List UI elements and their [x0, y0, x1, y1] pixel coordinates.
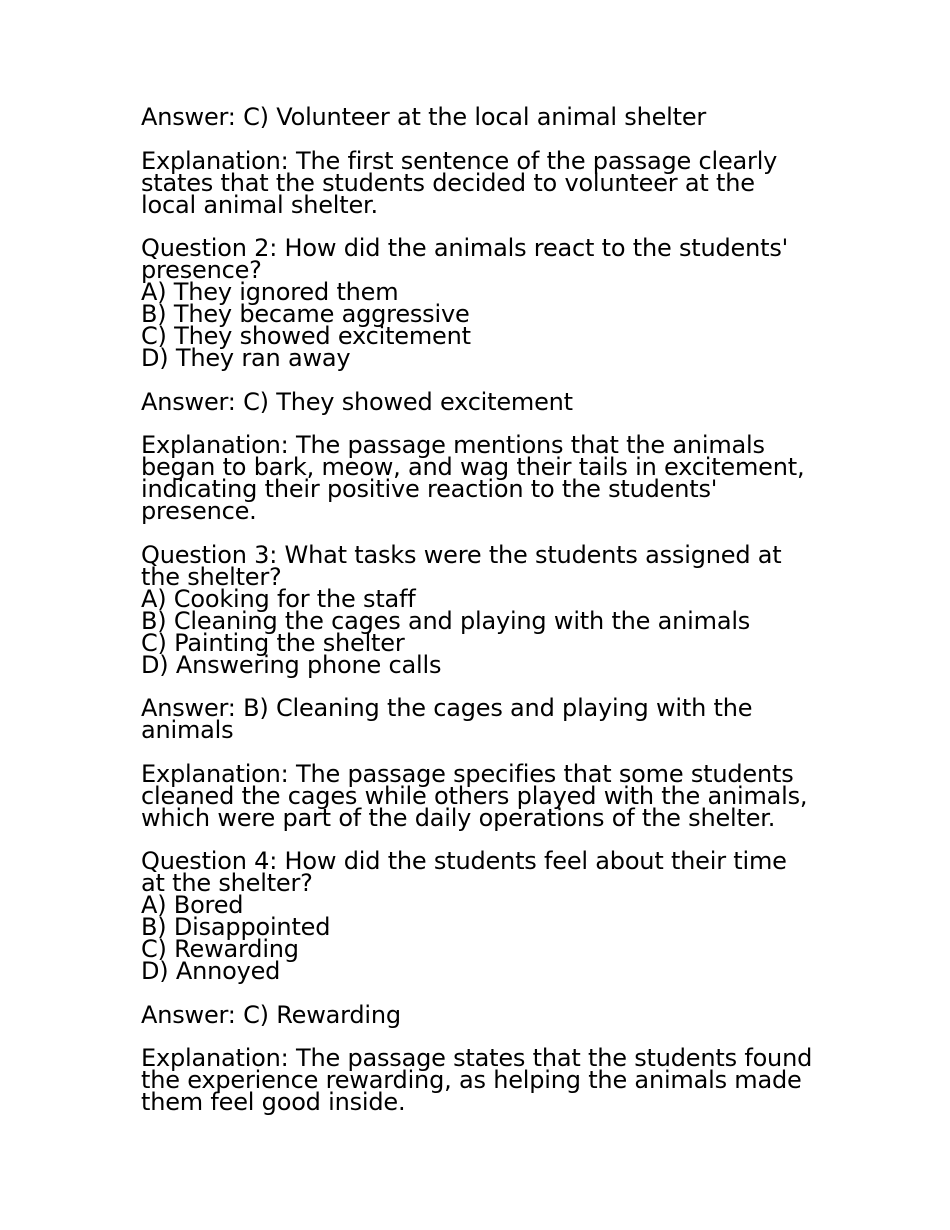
q2-explanation — [141, 431, 821, 525]
explanation-line: which were part of the daily operations of the shelter. — [141, 803, 776, 832]
explanation-line: Explanation: The passage specifies that some students — [141, 759, 794, 788]
question-line: Question 2: How did the animals react to the students' — [141, 234, 789, 262]
document-page — [141, 103, 821, 1135]
explanation-line: them feel good inside. — [141, 1088, 406, 1116]
answer-line: Answer: C) They showed excitement — [141, 387, 573, 416]
option-d: D) Annoyed — [141, 957, 281, 985]
option-c: C) Rewarding — [141, 935, 299, 963]
question-line: the shelter? — [141, 562, 282, 591]
q3-explanation — [141, 759, 821, 832]
q4-explanation — [141, 1044, 821, 1116]
answer-line: Answer: C) Rewarding — [141, 1000, 401, 1029]
q1-answer — [141, 103, 821, 131]
option-b: B) Disappointed — [141, 913, 331, 941]
option-c: C) They showed excitement — [141, 322, 471, 350]
option-a: A) Cooking for the staff — [141, 584, 416, 613]
explanation-line: presence. — [141, 497, 257, 525]
explanation-line: the experience rewarding, as helping the animals made — [141, 1066, 802, 1094]
q2-block — [141, 234, 821, 372]
q4-block — [141, 847, 821, 985]
explanation-line: indicating their positive reaction to the students' — [141, 475, 718, 503]
q1-explanation — [141, 146, 821, 219]
explanation-line: local animal shelter. — [141, 190, 378, 219]
option-d: D) They ran away — [141, 344, 351, 372]
option-d: D) Answering phone calls — [141, 650, 442, 679]
option-b: B) Cleaning the cages and playing with the animals — [141, 606, 751, 635]
q2-answer — [141, 387, 821, 416]
answer-line: Answer: B) Cleaning the cages and playing with the — [141, 694, 753, 722]
explanation-line: Explanation: The passage states that the students found — [141, 1044, 813, 1072]
answer-line: animals — [141, 716, 234, 744]
option-a: A) They ignored them — [141, 278, 399, 306]
q4-answer — [141, 1000, 821, 1029]
q3-block — [141, 540, 821, 679]
question-line: presence? — [141, 256, 262, 284]
question-line: at the shelter? — [141, 869, 313, 897]
explanation-line: began to bark, meow, and wag their tails in excitement, — [141, 453, 805, 481]
option-c: C) Painting the shelter — [141, 628, 405, 657]
question-line: Question 3: What tasks were the students assigned at — [141, 540, 782, 569]
option-b: B) They became aggressive — [141, 300, 470, 328]
option-a: A) Bored — [141, 891, 244, 919]
q3-answer — [141, 694, 821, 744]
explanation-line: Explanation: The first sentence of the passage clearly — [141, 146, 778, 175]
question-line: Question 4: How did the students feel about their time — [141, 847, 787, 875]
explanation-line: Explanation: The passage mentions that the animals — [141, 431, 765, 459]
explanation-line: states that the students decided to volunteer at the — [141, 168, 755, 197]
explanation-line: cleaned the cages while others played with the animals, — [141, 781, 808, 810]
answer-line: Answer: C) Volunteer at the local animal shelter — [141, 103, 707, 131]
